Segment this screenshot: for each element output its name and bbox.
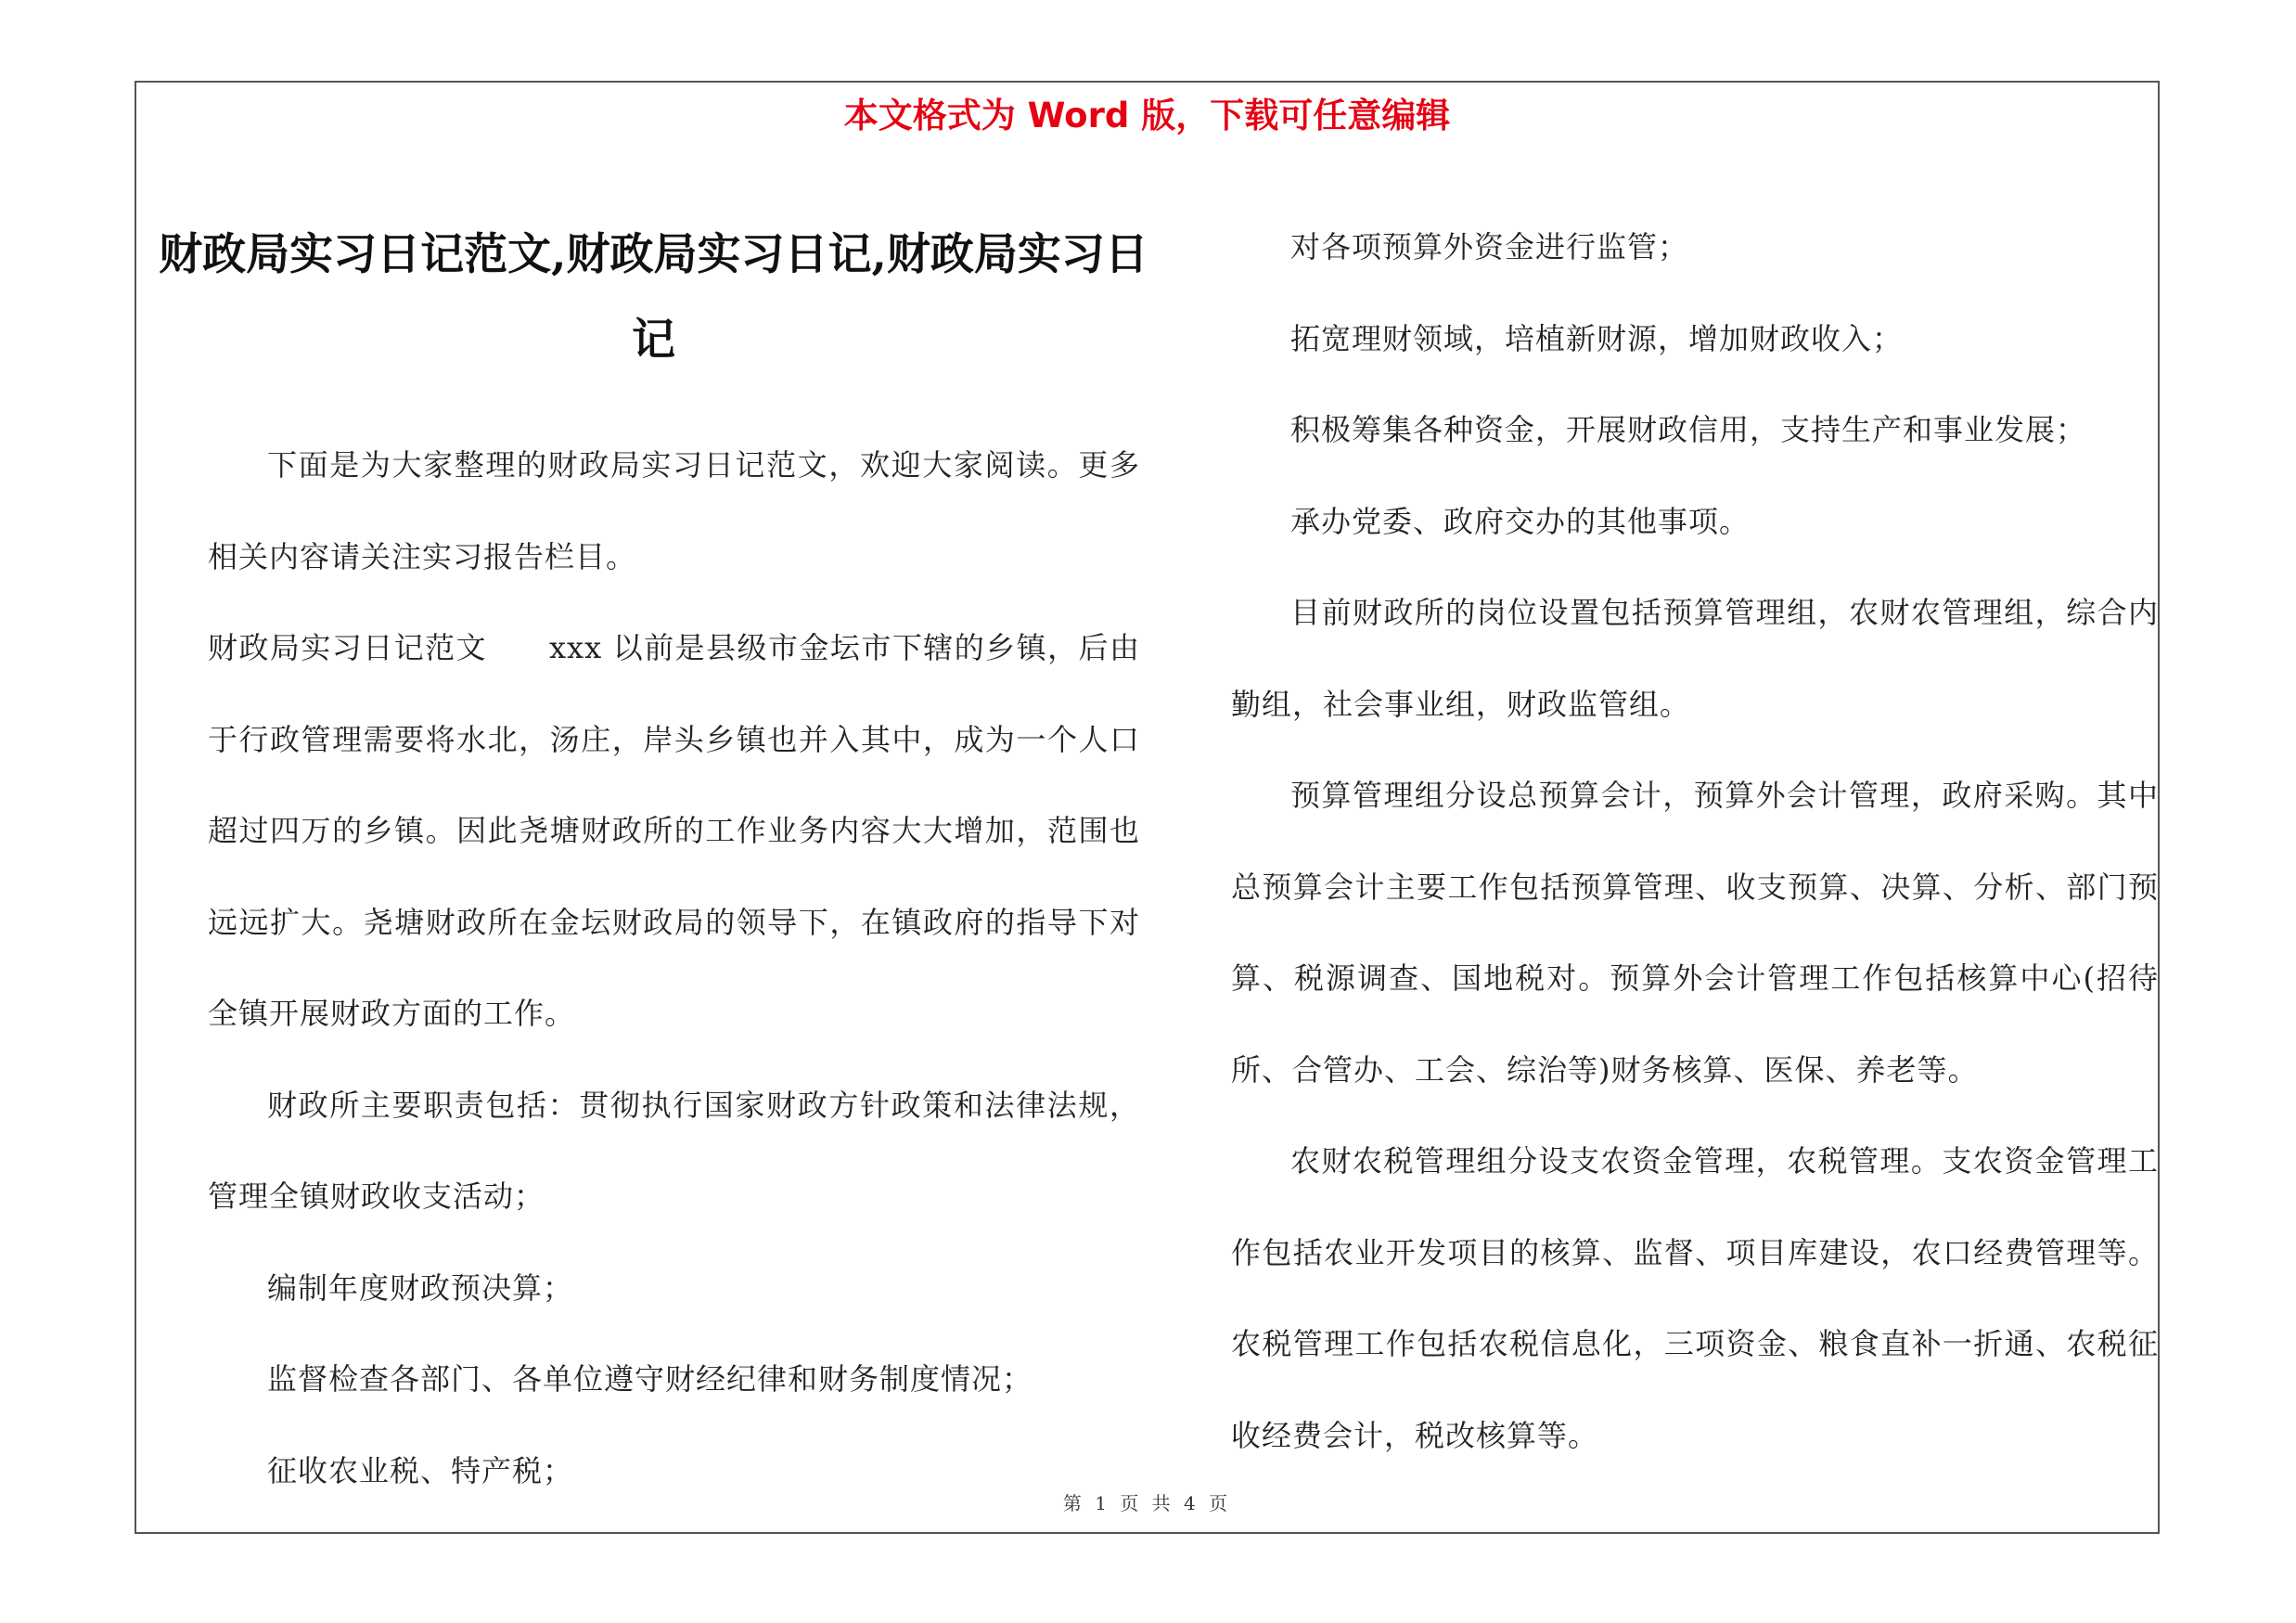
left-column: [208, 419, 1140, 1516]
document-page: [135, 81, 2160, 1534]
paragraph-duty-credit: 积极筹集各种资金，开展财政信用，支持生产和事业发展；: [1290, 412, 2087, 447]
paragraph-agri-group: 农财农税管理组分设支农资金管理，农税管理。支农资金管理工作包括农业开发项目的核算、监督、项目库建设，农口经费管理等。农税管理工作包括农税信息化，三项资金、粮食直补一折通、农税征收经费会计，税改核算等。: [1231, 1143, 2159, 1453]
paragraph-duty-extrabudget: 对各项预算外资金进行监管；: [1290, 229, 1689, 264]
paragraph-budget-group: 预算管理组分设总预算会计，预算外会计管理，政府采购。其中总预算会计主要工作包括预算管理、收支预算、决算、分析、部门预算、税源调查、国地税对。预算外会计管理工作包括核算中心(招待所、合管办、工会、综治等)财务核算、医保、养老等。: [1231, 778, 2159, 1088]
paragraph-intro: 下面是为大家整理的财政局实习日记范文，欢迎大家阅读。更多相关内容请关注实习报告栏目。: [208, 447, 1140, 574]
right-column: [1231, 201, 2159, 1481]
paragraph-duty-supervise: 监督检查各部门、各单位遵守财经纪律和财务制度情况；: [267, 1361, 1033, 1397]
paragraph-duties: 财政所主要职责包括：贯彻执行国家财政方针政策和法律法规，管理全镇财政收支活动；: [208, 1087, 1140, 1214]
paragraph-duty-other: 承办党委、政府交办的其他事项。: [1290, 503, 1751, 539]
document-title: 财政局实习日记范文,财政局实习日记,财政局实习日记: [159, 229, 1148, 366]
page-number: 第 1 页 共 4 页: [1062, 1492, 1232, 1514]
paragraph-background: 财政局实习日记范文 xxx 以前是县级市金坛市下辖的乡镇，后由于行政管理需要将水北，汤庄，岸头乡镇也并入其中，成为一个人口超过四万的乡镇。因此尧塘财政所的工作业务内容大大增加，范围也远远扩大。尧塘财政所在金坛财政局的领导下，在镇政府的指导下对全镇开展财政方面的工作。: [208, 630, 1140, 1031]
paragraph-duty-revenue: 拓宽理财领域，培植新财源，增加财政收入；: [1290, 320, 1904, 356]
paragraph-duty-budget: 编制年度财政预决算；: [267, 1269, 574, 1306]
format-banner: 本文格式为 Word 版，下载可任意编辑: [843, 96, 1451, 135]
paragraph-positions: 目前财政所的岗位设置包括预算管理组，农财农管理组，综合内勤组，社会事业组，财政监管组。: [1231, 595, 2159, 722]
paragraph-duty-tax: 征收农业税、特产税；: [267, 1452, 574, 1488]
